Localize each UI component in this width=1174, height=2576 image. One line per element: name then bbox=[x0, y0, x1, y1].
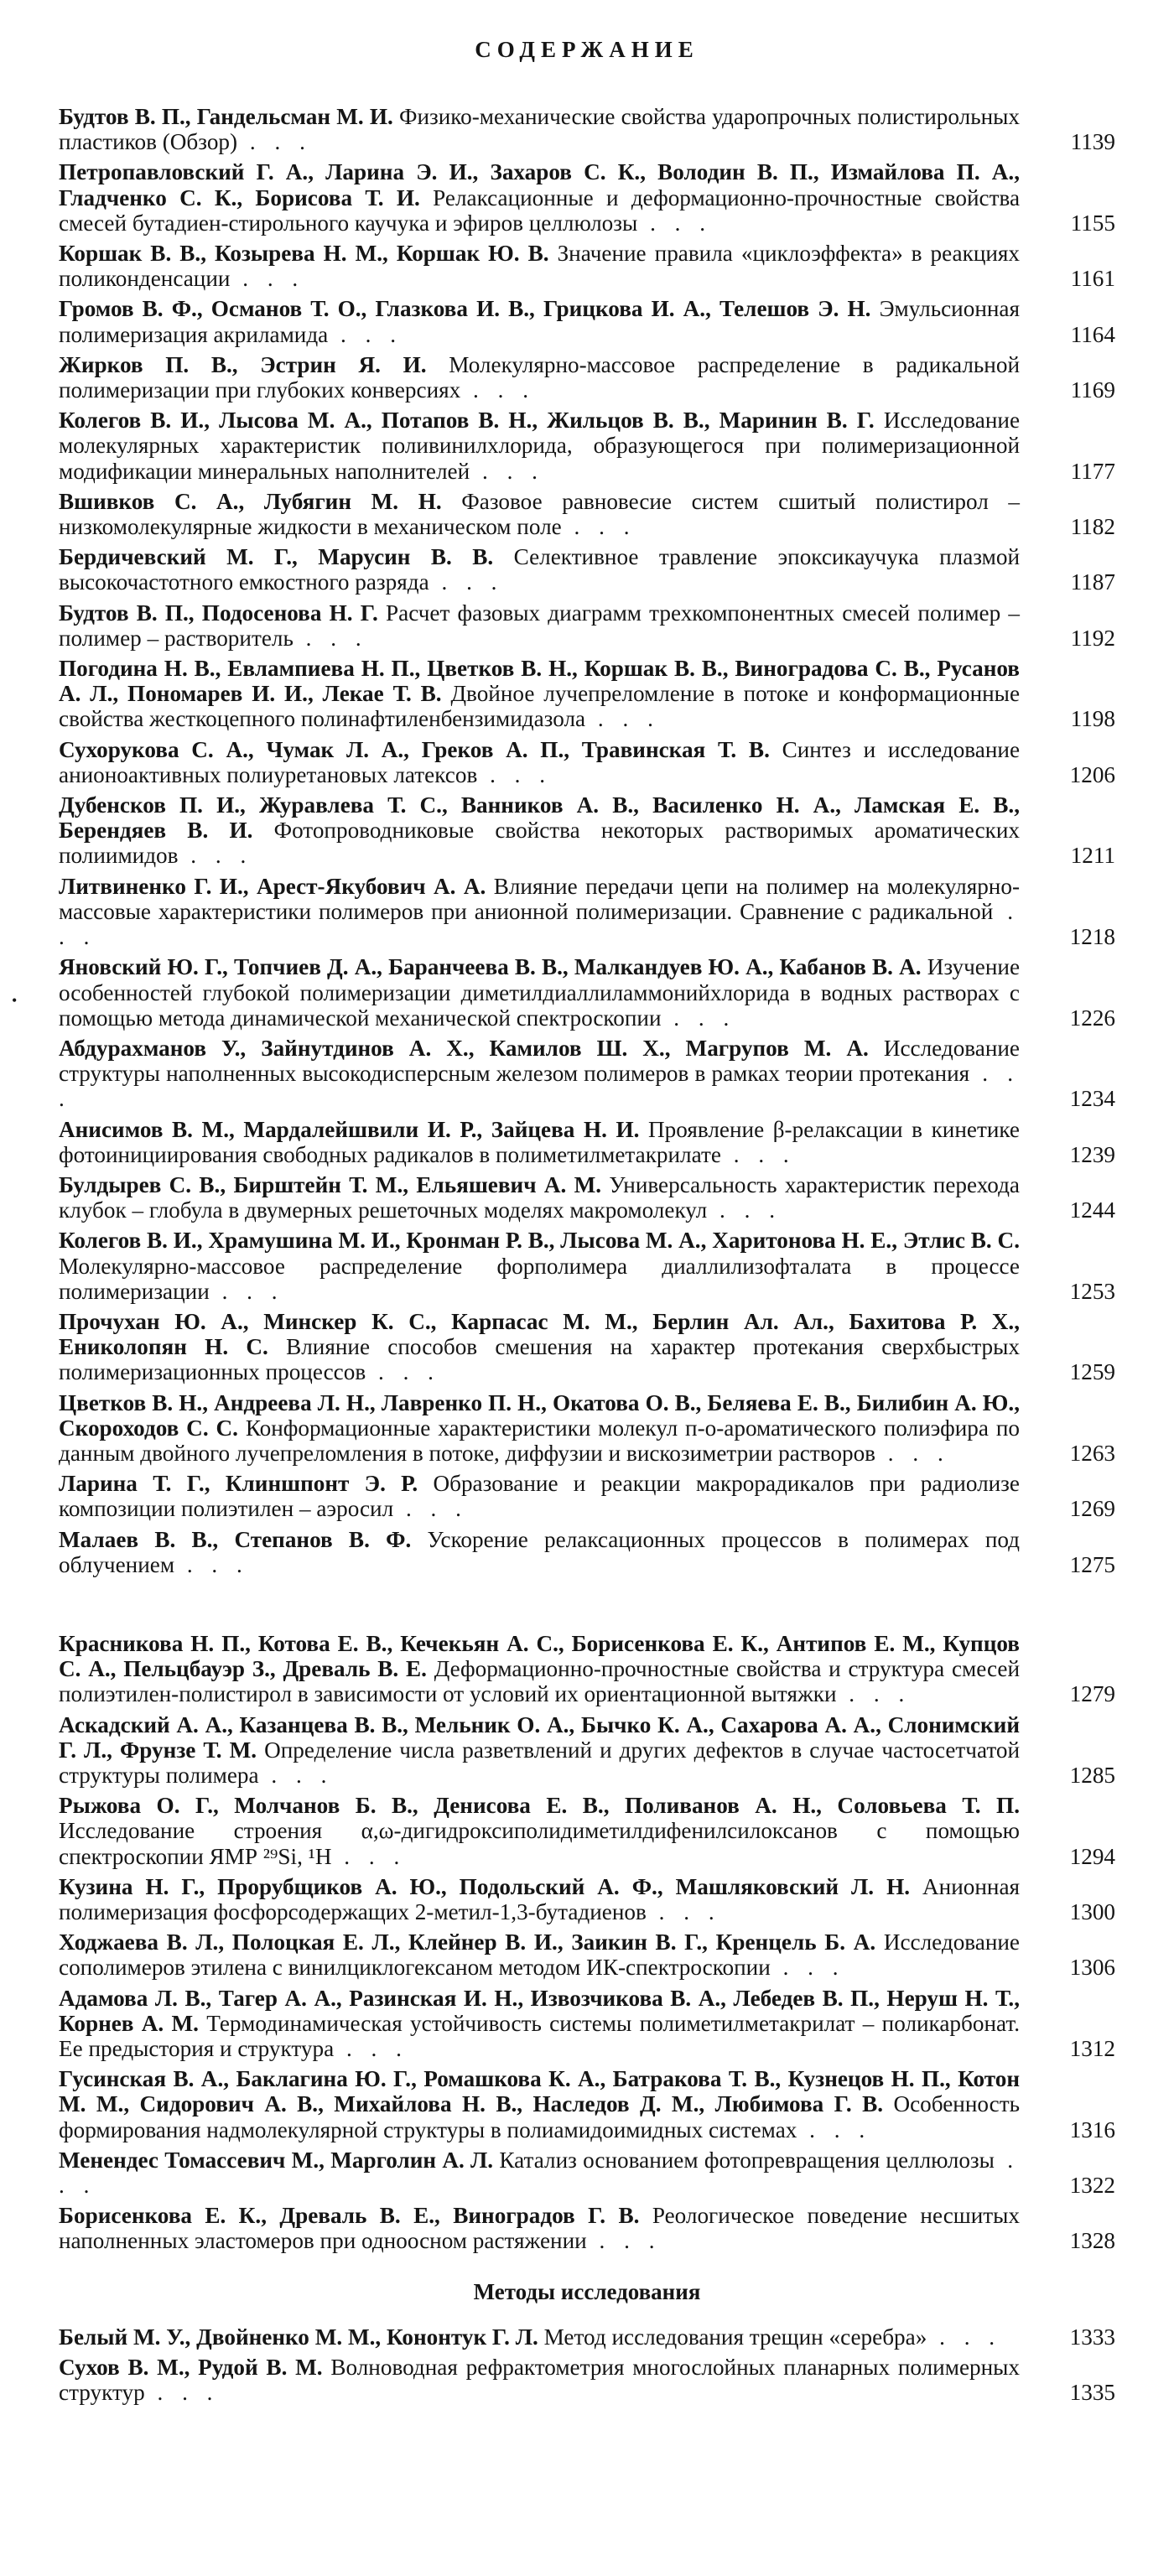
entry-authors: Анисимов В. М., Мардалейшвили И. Р., Зайцева Н. И. bbox=[59, 1116, 640, 1142]
entry-text bbox=[59, 159, 1040, 236]
contents-entry bbox=[59, 1390, 1115, 1467]
entry-text bbox=[59, 737, 1040, 787]
leader-dots: . . . bbox=[720, 1141, 796, 1167]
entry-text bbox=[59, 792, 1040, 869]
entry-authors: Вшивков С. А., Лубягин М. Н. bbox=[59, 488, 442, 514]
entry-text bbox=[59, 1228, 1040, 1304]
entry-authors: Булдырев С. В., Бирштейн Т. М., Ельяшевич А. М. bbox=[59, 1171, 602, 1197]
entry-page-number: 1300 bbox=[1069, 1899, 1115, 1924]
entry-title: Универсальность характеристик перехода клубок – глобула в двумерных решеточных моделях макромолекул bbox=[59, 1171, 1020, 1223]
entry-title: Исследование молекулярных характеристик поливинилхлорида, образующегося при полимеризационной модификации минеральных наполнителей bbox=[59, 408, 1021, 484]
contents-entry bbox=[59, 159, 1115, 236]
contents-entry bbox=[59, 600, 1115, 651]
contents-entry bbox=[59, 1712, 1115, 1789]
leader-dots: . . . bbox=[258, 1762, 334, 1788]
leader-dots: . . . bbox=[59, 1061, 1021, 1112]
contents-entry bbox=[59, 1527, 1115, 1577]
entry-page-number: 1269 bbox=[1069, 1496, 1115, 1522]
contents-group-2 bbox=[59, 1631, 1115, 2254]
leader-dots: . . . bbox=[707, 1197, 782, 1223]
entry-title: Селективное травление эпоксикаучука плазмой высокочастотного емкостного разряда bbox=[59, 544, 1020, 595]
entry-text bbox=[59, 1036, 1040, 1112]
contents-entry bbox=[59, 954, 1115, 1031]
leader-dots: . . . bbox=[470, 458, 544, 484]
leader-dots: . . . bbox=[178, 843, 253, 869]
leader-dots: . . . bbox=[59, 898, 1020, 950]
entry-authors: Абдурахманов У., Зайнутдинов А. Х., Камилов Ш. Х., Магрупов М. А. bbox=[59, 1035, 869, 1061]
contents-entry bbox=[59, 544, 1115, 595]
contents-entry bbox=[59, 1929, 1115, 1980]
entry-text bbox=[59, 1986, 1040, 2062]
entry-title: Молекулярно-массовое распределение в радикальной полимеризации при глубоких конверсиях bbox=[59, 351, 1020, 403]
entry-title: Эмульсионная полимеризация акриламида bbox=[59, 296, 1020, 347]
entry-title: Двойное лучепреломление в потоке и конформационные свойства жесткоцепного полинафтиленбензимидазола bbox=[59, 681, 1021, 732]
entry-authors: Громов В. Ф., Османов Т. О., Глазкова И. В., Грицкова И. А., Телешов Э. Н. bbox=[59, 296, 871, 322]
entry-text bbox=[59, 954, 1040, 1031]
leader-dots: . . . bbox=[293, 625, 368, 651]
contents-entry bbox=[59, 2355, 1115, 2405]
entry-text bbox=[59, 1527, 1040, 1577]
contents-entry bbox=[59, 352, 1115, 402]
entry-title: Фазовое равновесие систем сшитый полистирол – низкомолекулярные жидкости в механическом поле bbox=[59, 488, 1021, 540]
entry-page-number: 1275 bbox=[1069, 1551, 1115, 1577]
entry-text bbox=[59, 1172, 1040, 1223]
leader-dots: . . . bbox=[586, 2228, 662, 2254]
entry-authors: Прочухан Ю. А., Минскер К. С., Карпасас М. М., Берлин Ал. Ал., Бахитова Р. Х., Ениколопян Н. С. bbox=[59, 1308, 1020, 1360]
margin-mark: • bbox=[12, 992, 18, 1009]
entry-text bbox=[59, 408, 1040, 484]
entry-authors: Менендес Томассевич М., Марголин А. Л. bbox=[59, 2147, 494, 2173]
entry-title: Значение правила «циклоэффекта» в реакциях поликонденсации bbox=[59, 241, 1021, 292]
entry-page-number: 1187 bbox=[1070, 569, 1115, 595]
entry-page-number: 1279 bbox=[1069, 1681, 1115, 1707]
entry-authors: Малаев В. В., Степанов В. Ф. bbox=[59, 1526, 412, 1552]
entry-title: Ускорение релаксационных процессов в полимерах под облучением bbox=[59, 1526, 1021, 1577]
contents-entry bbox=[59, 1309, 1115, 1385]
entry-authors: Дубенсков П. И., Журавлева Т. С., Ванников А. В., Василенко Н. А., Ламская Е. В., Берендяев В. И. bbox=[59, 792, 1020, 844]
leader-dots: . . . bbox=[328, 321, 403, 347]
entry-page-number: 1312 bbox=[1069, 2036, 1115, 2062]
entry-title: Реологическое поведение несшитых наполненных эластомеров при одноосном растяжении bbox=[59, 2203, 1021, 2254]
leader-dots: . . . bbox=[770, 1955, 845, 1981]
entry-authors: Жирков П. В., Эстрин Я. И. bbox=[59, 351, 427, 377]
leader-dots: . . . bbox=[561, 514, 636, 540]
entry-authors: Рыжова О. Г., Молчанов Б. В., Денисова Е. В., Поливанов А. Н., Соловьева Т. П. bbox=[59, 1793, 1020, 1819]
entry-text bbox=[59, 1309, 1040, 1385]
entry-page-number: 1169 bbox=[1070, 377, 1115, 403]
leader-dots: . . . bbox=[334, 2036, 408, 2062]
entry-title: Влияние способов смешения на характер протекания сверхбыстрых полимеризационных процессов bbox=[59, 1334, 1021, 1385]
entry-text bbox=[59, 489, 1040, 539]
entry-title: Релаксационные и деформационно-прочностные свойства смесей бутадиен-стирольного каучука и эфиров целлюлозы bbox=[59, 184, 1021, 236]
entry-page-number: 1218 bbox=[1069, 924, 1115, 950]
entry-text bbox=[59, 1471, 1040, 1521]
contents-entry bbox=[59, 656, 1115, 732]
entry-page-number: 1211 bbox=[1070, 843, 1115, 869]
section-gap bbox=[59, 1582, 1115, 1631]
contents-entry bbox=[59, 1874, 1115, 1924]
contents-entry bbox=[59, 1793, 1115, 1869]
leader-dots: . . . bbox=[393, 1496, 468, 1522]
entry-page-number: 1306 bbox=[1069, 1955, 1115, 1981]
leader-dots: . . . bbox=[59, 2147, 1021, 2199]
contents-entry bbox=[59, 1986, 1115, 2062]
contents-entry bbox=[59, 2066, 1115, 2142]
entry-title: Влияние передачи цепи на полимер на молекулярно-массовые характеристики полимеров при анионной полимеризации. Сравнение с радикальной bbox=[59, 873, 1021, 924]
entry-page-number: 1192 bbox=[1070, 625, 1115, 651]
entry-title: Катализ основанием фотопревращения целлюлозы bbox=[499, 2147, 995, 2173]
entry-page-number: 1155 bbox=[1070, 210, 1115, 236]
leader-dots: . . . bbox=[927, 2324, 1002, 2350]
contents-entry bbox=[59, 1172, 1115, 1223]
contents-entry bbox=[59, 1036, 1115, 1112]
leader-dots: . . . bbox=[209, 1278, 284, 1304]
entry-page-number: 1182 bbox=[1070, 514, 1115, 540]
entry-authors: Ларина Т. Г., Клиншпонт Э. Р. bbox=[59, 1471, 418, 1497]
entry-authors: Колегов В. И., Храмушина М. И., Кронман Р. В., Лысова М. А., Харитонова Н. Е., Этлис В. С. bbox=[59, 1228, 1020, 1254]
entry-authors: Будтов В. П., Гандельсман М. И. bbox=[59, 104, 393, 129]
entry-title: Физико-механические свойства ударопрочных полистирольных пластиков (Обзор) bbox=[59, 104, 1020, 155]
entry-page-number: 1333 bbox=[1069, 2324, 1115, 2350]
leader-dots: . . . bbox=[366, 1359, 440, 1385]
contents-entry bbox=[59, 2203, 1115, 2253]
entry-authors: Сухорукова С. А., Чумак Л. А., Греков А. П., Травинская Т. В. bbox=[59, 736, 770, 762]
leader-dots: . . . bbox=[429, 569, 504, 595]
contents-entry bbox=[59, 1631, 1115, 1707]
section-heading-methods: Методы исследования bbox=[473, 2278, 701, 2304]
entry-title: Расчет фазовых диаграмм трехкомпонентных смесей полимер – полимер – растворитель bbox=[59, 600, 1020, 651]
entry-page-number: 1328 bbox=[1069, 2228, 1115, 2254]
entry-page-number: 1161 bbox=[1070, 266, 1115, 292]
leader-dots: . . . bbox=[237, 129, 312, 155]
entry-title: Фотопроводниковые свойства некоторых растворимых ароматических полиимидов bbox=[59, 818, 1021, 869]
leader-dots: . . . bbox=[875, 1440, 950, 1466]
contents-entry bbox=[59, 1471, 1115, 1521]
leader-dots: . . . bbox=[646, 1899, 721, 1924]
contents-methods bbox=[59, 2324, 1115, 2406]
entry-title: Анионная полимеризация фосфорсодержащих 2-метил-1,3-бутадиенов bbox=[59, 1873, 1021, 1924]
entry-authors: Петропавловский Г. А., Ларина Э. И., Захаров С. К., Володин В. П., Измайлова П. А., Гладченко С. К., Борисова Т. И. bbox=[59, 159, 1020, 210]
entry-text bbox=[59, 1712, 1040, 1789]
entry-text bbox=[59, 1874, 1040, 1924]
entry-authors: Колегов В. И., Лысова М. А., Потапов В. Н., Жильцов В. В., Маринин В. Г. bbox=[59, 408, 875, 434]
entry-authors: Сухов В. М., Рудой В. М. bbox=[59, 2354, 323, 2380]
entry-page-number: 1139 bbox=[1070, 129, 1115, 155]
entry-title: Определение числа разветвлений и других дефектов в случае частосетчатой структуры полимера bbox=[59, 1737, 1021, 1788]
leader-dots: . . . bbox=[836, 1681, 912, 1707]
entry-authors: Будтов В. П., Подосенова Н. Г. bbox=[59, 600, 378, 626]
leader-dots: . . . bbox=[460, 377, 536, 403]
entry-title: Синтез и исследование анионоактивных полиуретановых латексов bbox=[59, 736, 1021, 787]
leader-dots: . . . bbox=[230, 266, 305, 292]
entry-authors: Ходжаева В. Л., Полоцкая Е. Л., Клейнер В. И., Заикин В. Г., Кренцель Б. А. bbox=[59, 1929, 876, 1955]
contents-group-1 bbox=[59, 104, 1115, 1577]
entry-authors: Яновский Ю. Г., Топчиев Д. А., Баранчеева В. В., Малкандуев Ю. А., Кабанов В. А. bbox=[59, 954, 922, 980]
entry-text bbox=[59, 2355, 1040, 2405]
entry-title: Проявление β-релаксации в кинетике фотоинициирования свободных радикалов в полиметилметакрилате bbox=[59, 1116, 1020, 1167]
leader-dots: . . . bbox=[477, 761, 553, 787]
entry-page-number: 1234 bbox=[1069, 1086, 1115, 1112]
entry-text bbox=[59, 352, 1040, 402]
entry-page-number: 1253 bbox=[1069, 1278, 1115, 1304]
entry-text bbox=[59, 874, 1040, 950]
entry-text bbox=[59, 296, 1040, 346]
entry-page-number: 1206 bbox=[1069, 761, 1115, 787]
entry-page-number: 1335 bbox=[1069, 2380, 1115, 2406]
entry-title: Метод исследования трещин «серебра» bbox=[543, 2324, 927, 2350]
entry-title: Молекулярно-массовое распределение форполимера диаллилизофталата в процессе полимеризации bbox=[59, 1253, 1020, 1304]
entry-page-number: 1164 bbox=[1070, 321, 1115, 347]
page-title: СОДЕРЖАНИЕ bbox=[475, 37, 699, 62]
entry-text bbox=[59, 2203, 1040, 2253]
contents-entry bbox=[59, 874, 1115, 950]
entry-text bbox=[59, 1929, 1040, 1980]
contents-entry bbox=[59, 792, 1115, 869]
entry-title: Особенность формирования надмолекулярной структуры в полиамидоимидных системах bbox=[59, 2091, 1021, 2142]
contents-entry bbox=[59, 737, 1115, 787]
entry-page-number: 1322 bbox=[1069, 2173, 1115, 2199]
entry-text bbox=[59, 1390, 1040, 1467]
entry-text bbox=[59, 2148, 1040, 2198]
entry-page-number: 1226 bbox=[1069, 1005, 1115, 1031]
entry-page-number: 1285 bbox=[1069, 1762, 1115, 1788]
entry-authors: Кузина Н. Г., Прорубщиков А. Ю., Подольский А. Ф., Машляковский Л. Н. bbox=[59, 1873, 911, 1899]
contents-entry bbox=[59, 1228, 1115, 1304]
entry-page-number: 1294 bbox=[1069, 1843, 1115, 1869]
leader-dots: . . . bbox=[661, 1005, 736, 1031]
contents-entry bbox=[59, 241, 1115, 291]
entry-text bbox=[59, 600, 1040, 651]
contents-entry bbox=[59, 2148, 1115, 2198]
contents-entry bbox=[59, 408, 1115, 484]
entry-authors: Цветков В. Н., Андреева Л. Н., Лавренко П. Н., Окатова О. В., Беляева Е. В., Билибин А. Ю., Скороходов С. С. bbox=[59, 1389, 1020, 1441]
entry-authors: Литвиненко Г. И., Арест-Якубович А. А. bbox=[59, 873, 486, 899]
contents-entry bbox=[59, 296, 1115, 346]
entry-title: Волноводная рефрактометрия многослойных планарных полимерных структур bbox=[59, 2354, 1021, 2406]
leader-dots: . . . bbox=[144, 2380, 220, 2406]
entry-text bbox=[59, 656, 1040, 732]
leader-dots: . . . bbox=[585, 706, 660, 732]
entry-authors: Коршак В. В., Козырева Н. М., Коршак Ю. В. bbox=[59, 241, 549, 267]
entry-page-number: 1239 bbox=[1069, 1141, 1115, 1167]
entry-authors: Красникова Н. П., Котова Е. В., Кечекьян А. С., Борисенкова Е. К., Антипов Е. М., Купцов С. А., Пельцбауэр З., Древаль В. Е. bbox=[59, 1630, 1020, 1682]
entry-page-number: 1244 bbox=[1069, 1197, 1115, 1223]
entry-text bbox=[59, 1117, 1040, 1167]
entry-text bbox=[59, 1793, 1040, 1869]
entry-page-number: 1316 bbox=[1069, 2116, 1115, 2142]
contents-entry bbox=[59, 489, 1115, 539]
entry-authors: Бердичевский М. Г., Марусин В. В. bbox=[59, 544, 494, 570]
contents-entry bbox=[59, 1117, 1115, 1167]
leader-dots: . . . bbox=[637, 210, 713, 236]
entry-title: Изучение особенностей глубокой полимеризации диметилдиаллиламмонийхлорида в водных растворах с помощью метода динамической механической спектроскопии bbox=[59, 954, 1021, 1031]
entry-text bbox=[59, 104, 1040, 154]
entry-page-number: 1198 bbox=[1070, 706, 1115, 732]
entry-authors: Аскадский А. А., Казанцева В. В., Мельник О. А., Бычко К. А., Сахарова А. А., Слонимский Г. Л., Фрунзе Т. М. bbox=[59, 1711, 1020, 1763]
entry-page-number: 1259 bbox=[1069, 1359, 1115, 1385]
leader-dots: . . . bbox=[174, 1551, 249, 1577]
entry-text bbox=[59, 2066, 1040, 2142]
leader-dots: . . . bbox=[331, 1843, 407, 1869]
leader-dots: . . . bbox=[797, 2116, 872, 2142]
entry-title: Конформационные характеристики молекул п-о-ароматического полиэфира по данным двойного лучепреломления в потоке, диффузии и вискозиметрии растворов bbox=[59, 1415, 1020, 1466]
entry-title: Деформационно-прочностные свойства и структура смесей полиэтилен-полистирол в зависимости от условий их ориентационной вытяжки bbox=[59, 1656, 1021, 1707]
entry-page-number: 1177 bbox=[1070, 458, 1115, 484]
entry-text bbox=[59, 544, 1040, 595]
entry-text bbox=[59, 241, 1040, 291]
entry-title: Образование и реакции макрорадикалов при радиолизе композиции полиэтилен – аэросил bbox=[59, 1471, 1020, 1522]
entry-title: Исследование строения α,ω-дигидроксиполидиметилдифенилсилоксанов с помощью спектроскопии ЯМР ²⁹Si, ¹H bbox=[59, 1818, 1020, 1869]
entry-authors: Белый М. У., Двойненко М. М., Кононтук Г. Л. bbox=[59, 2324, 538, 2350]
contents-entry bbox=[59, 104, 1115, 154]
entry-authors: Адамова Л. В., Тагер А. А., Разинская И. Н., Извозчикова В. А., Лебедев В. П., Неруш Н. Т., Корнев А. М. bbox=[59, 1985, 1020, 2036]
entry-authors: Погодина Н. В., Евлампиева Н. П., Цветков В. Н., Коршак В. В., Виноградова С. В., Русанов А. Л., Пономарев И. И., Лекае Т. В. bbox=[59, 656, 1020, 707]
entry-authors: Борисенкова Е. К., Древаль В. Е., Виноградов Г. В. bbox=[59, 2203, 640, 2229]
entry-authors: Гусинская В. А., Баклагина Ю. Г., Ромашкова К. А., Батракова Т. В., Кузнецов Н. П., Котон М. М., Сидорович А. В., Михайлова Н. В., Наследов Д. М., Любимова Г. В. bbox=[59, 2066, 1020, 2117]
entry-page-number: 1263 bbox=[1069, 1440, 1115, 1466]
entry-title: Исследование структуры наполненных высокодисперсным железом полимеров в рамках теории протекания bbox=[59, 1035, 1020, 1087]
entry-text bbox=[59, 2324, 1040, 2350]
entry-text bbox=[59, 1631, 1040, 1707]
entry-title: Исследование сополимеров этилена с винилциклогексаном методом ИК-спектроскопии bbox=[59, 1929, 1020, 1981]
entry-title: Термодинамическая устойчивость системы полиметилметакрилат – поликарбонат. Ее предыстория и структура bbox=[59, 2010, 1020, 2062]
contents-entry bbox=[59, 2324, 1115, 2350]
